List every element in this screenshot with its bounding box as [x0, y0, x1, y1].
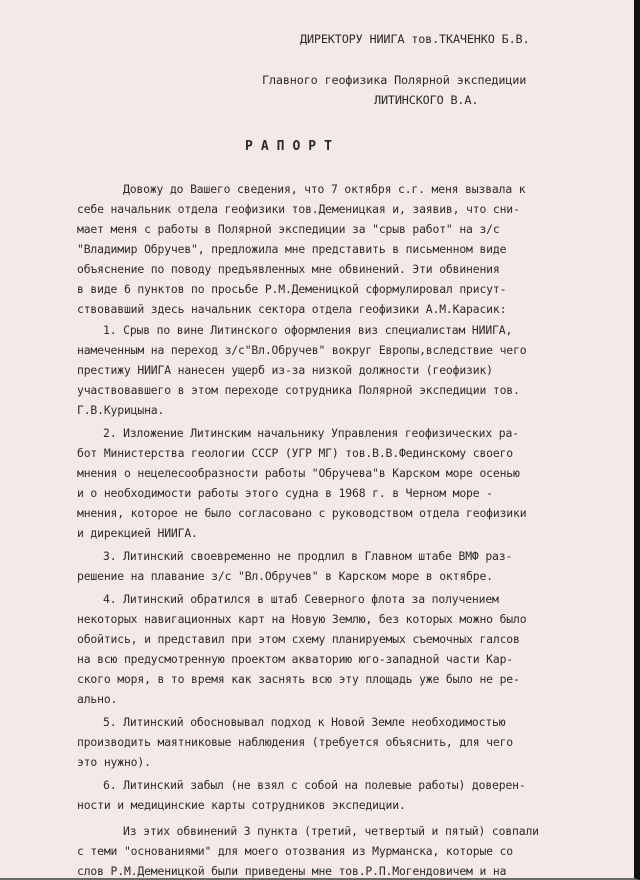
addressee: ДИРЕКТОРУ НИИГА тов.ТКАЧЕНКО Б.В. — [300, 32, 530, 46]
body-line: это нужно). — [77, 755, 151, 769]
body-line: бот Министерства геологии СССР (УГР МГ) тов.В.В.Фединскому своего — [77, 446, 514, 460]
sender-title: Главного геофизика Полярной экспедиции — [262, 73, 527, 87]
body-line: престижу НИИГА нанесен ущерб из-за низкой должности (геофизик) — [77, 363, 493, 377]
body-line: 6. Литинский забыл (не взял с собой на полевые работы) доверен- — [103, 778, 526, 792]
body-line: участвовавшего в этом переходе сотрудника Полярной экспедиции тов. — [77, 383, 520, 397]
body-line: Из этих обвинений 3 пункта (третий, четвертый и пятый) совпали — [123, 824, 539, 838]
body-line: Г.В.Курицына. — [77, 403, 165, 417]
body-line: ально. — [77, 692, 118, 706]
body-line: слов Р.М.Деменицкой были приведены мне тов.Р.П.Могендовичем и на — [77, 864, 507, 878]
body-line: ствовавший здесь начальник сектора отдела геофизики А.М.Карасик: — [77, 302, 507, 316]
body-line: ности и медицинские карты сотрудников экспедиции. — [77, 798, 406, 812]
body-line: 2. Изложение Литинским начальнику Управления геофизических ра- — [103, 426, 519, 440]
body-line: себе начальник отдела геофизики тов.Деменицкая и, заявив, что сни- — [77, 202, 520, 216]
body-line: объяснение по поводу предъявленных мне обвинений. Эти обвинения — [77, 262, 500, 276]
body-line: и о необходимости работы этого судна в 1968 г. в Черном море - — [77, 486, 493, 500]
body-line: намеченным на переход з/с"Вл.Обручев" вокруг Европы,вследствие чего — [77, 343, 527, 357]
body-line: производить маятниковые наблюдения (требуется объяснить, для чего — [77, 735, 514, 749]
body-line: 3. Литинский своевременно не продлил в Главном штабе ВМФ раз- — [103, 549, 513, 563]
sender-name: ЛИТИНСКОГО В.А. — [374, 93, 479, 107]
body-line: решение на плавание з/с "Вл.Обручев" в Карском море в октябре. — [77, 569, 493, 583]
document-title: РАПОРТ — [245, 139, 340, 154]
body-line: с теми "основаниями" для моего отозвания из Мурманска, которые со — [77, 844, 514, 858]
body-line: в виде 6 пунктов по просьбе Р.М.Деменицкой сформулировал присут- — [77, 282, 507, 296]
body-line: на всю предусмотренную проектом акваторию юго-западной части Кар- — [77, 652, 514, 666]
body-line: мнения о нецелесообразности работы "Обручева"в Карском море осенью — [77, 466, 520, 480]
body-line: некоторых навигационных карт на Новую Землю, без которых можно было — [77, 612, 527, 626]
body-line: ского моря, в то время как заснять всю эту площадь уже было не ре- — [77, 672, 520, 686]
body-line: мает меня с работы в Полярной экспедиции за "срыв работ" на з/с — [77, 222, 500, 236]
body-line: обойтись, и представил при этом схему планируемых съемочных галсов — [77, 632, 520, 646]
body-line: мнения, которое не было согласовано с руководством отдела геофизики — [77, 506, 527, 520]
body-line: "Владимир Обручев", предложила мне представить в письменном виде — [77, 242, 507, 256]
body-line: и дирекцией НИИГА. — [77, 526, 198, 540]
body-line: 4. Литинский обратился в штаб Северного флота за получением — [103, 592, 499, 606]
body-line: 1. Срыв по вине Литинского оформления виз специалистам НИИГА, — [103, 323, 513, 337]
body-line: 5. Литинский обосновывал подход к Новой Земле необходимостью — [103, 715, 506, 729]
body-line: Довожу до Вашего сведения, что 7 октября с.г. меня вызвала к — [123, 182, 526, 196]
